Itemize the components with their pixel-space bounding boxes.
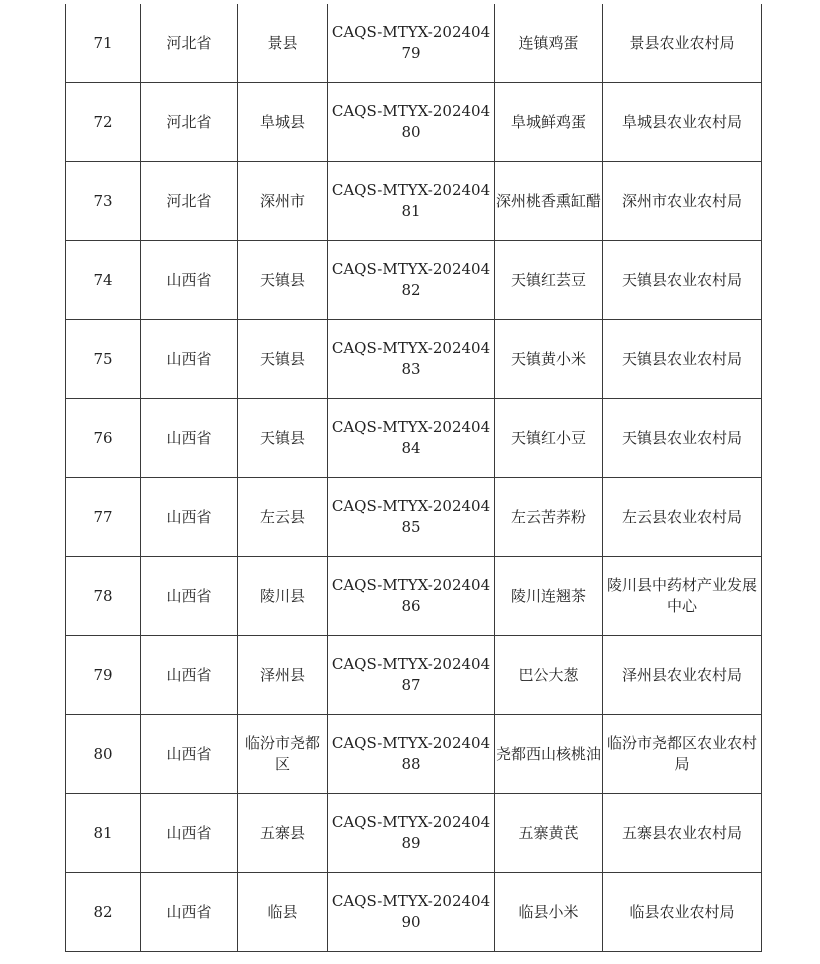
- product-name-cell: 天镇红小豆: [495, 399, 603, 478]
- certificate-code-cell: CAQS-MTYX-20240485: [328, 478, 495, 557]
- province-cell: 山西省: [141, 399, 238, 478]
- product-name-cell: 陵川连翘茶: [495, 557, 603, 636]
- province-cell: 山西省: [141, 636, 238, 715]
- certificate-code-cell: CAQS-MTYX-20240483: [328, 320, 495, 399]
- certificate-code-cell: CAQS-MTYX-20240484: [328, 399, 495, 478]
- certificate-code-cell: CAQS-MTYX-20240482: [328, 241, 495, 320]
- certificate-code-cell: CAQS-MTYX-20240480: [328, 83, 495, 162]
- product-name-cell: 五寨黄芪: [495, 794, 603, 873]
- product-name-cell: 天镇黄小米: [495, 320, 603, 399]
- table-row: [66, 715, 762, 794]
- province-cell: 河北省: [141, 4, 238, 83]
- product-name-cell: 尧都西山核桃油: [495, 715, 603, 794]
- province-cell: 河北省: [141, 83, 238, 162]
- table-row: [66, 83, 762, 162]
- row-number-cell: 71: [66, 4, 141, 83]
- product-name-cell: 巴公大葱: [495, 636, 603, 715]
- certificate-code-cell: CAQS-MTYX-20240487: [328, 636, 495, 715]
- row-number-cell: 75: [66, 320, 141, 399]
- certificate-code-cell: CAQS-MTYX-20240479: [328, 4, 495, 83]
- agency-cell: 陵川县中药材产业发展中心: [603, 557, 762, 636]
- table-row: [66, 241, 762, 320]
- agency-cell: 天镇县农业农村局: [603, 241, 762, 320]
- province-cell: 山西省: [141, 478, 238, 557]
- table-row: [66, 636, 762, 715]
- county-cell: 阜城县: [238, 83, 328, 162]
- county-cell: 临汾市尧都区: [238, 715, 328, 794]
- agency-cell: 泽州县农业农村局: [603, 636, 762, 715]
- table-row: [66, 320, 762, 399]
- certificate-code-cell: CAQS-MTYX-20240490: [328, 873, 495, 952]
- county-cell: 天镇县: [238, 399, 328, 478]
- product-name-cell: 阜城鲜鸡蛋: [495, 83, 603, 162]
- table-row: [66, 557, 762, 636]
- province-cell: 河北省: [141, 162, 238, 241]
- province-cell: 山西省: [141, 557, 238, 636]
- agency-cell: 临汾市尧都区农业农村局: [603, 715, 762, 794]
- row-number-cell: 73: [66, 162, 141, 241]
- county-cell: 天镇县: [238, 241, 328, 320]
- row-number-cell: 76: [66, 399, 141, 478]
- table-row: [66, 794, 762, 873]
- table-row: [66, 4, 762, 83]
- province-cell: 山西省: [141, 241, 238, 320]
- county-cell: 五寨县: [238, 794, 328, 873]
- product-name-cell: 深州桃香熏缸醋: [495, 162, 603, 241]
- row-number-cell: 74: [66, 241, 141, 320]
- county-cell: 陵川县: [238, 557, 328, 636]
- row-number-cell: 80: [66, 715, 141, 794]
- table-row: [66, 478, 762, 557]
- product-name-cell: 连镇鸡蛋: [495, 4, 603, 83]
- row-number-cell: 72: [66, 83, 141, 162]
- agency-cell: 左云县农业农村局: [603, 478, 762, 557]
- table-row: [66, 162, 762, 241]
- county-cell: 景县: [238, 4, 328, 83]
- row-number-cell: 78: [66, 557, 141, 636]
- row-number-cell: 81: [66, 794, 141, 873]
- agency-cell: 临县农业农村局: [603, 873, 762, 952]
- table-body: [66, 4, 762, 952]
- certificate-code-cell: CAQS-MTYX-20240481: [328, 162, 495, 241]
- table-row: [66, 873, 762, 952]
- agency-cell: 深州市农业农村局: [603, 162, 762, 241]
- agency-cell: 景县农业农村局: [603, 4, 762, 83]
- county-cell: 左云县: [238, 478, 328, 557]
- agency-cell: 五寨县农业农村局: [603, 794, 762, 873]
- agency-cell: 阜城县农业农村局: [603, 83, 762, 162]
- row-number-cell: 77: [66, 478, 141, 557]
- agency-cell: 天镇县农业农村局: [603, 399, 762, 478]
- certificate-code-cell: CAQS-MTYX-20240486: [328, 557, 495, 636]
- product-name-cell: 左云苦荞粉: [495, 478, 603, 557]
- county-cell: 泽州县: [238, 636, 328, 715]
- province-cell: 山西省: [141, 715, 238, 794]
- province-cell: 山西省: [141, 873, 238, 952]
- product-registry-table: [65, 4, 762, 952]
- certificate-code-cell: CAQS-MTYX-20240488: [328, 715, 495, 794]
- county-cell: 深州市: [238, 162, 328, 241]
- county-cell: 临县: [238, 873, 328, 952]
- product-name-cell: 临县小米: [495, 873, 603, 952]
- row-number-cell: 79: [66, 636, 141, 715]
- province-cell: 山西省: [141, 320, 238, 399]
- row-number-cell: 82: [66, 873, 141, 952]
- agency-cell: 天镇县农业农村局: [603, 320, 762, 399]
- certificate-code-cell: CAQS-MTYX-20240489: [328, 794, 495, 873]
- province-cell: 山西省: [141, 794, 238, 873]
- county-cell: 天镇县: [238, 320, 328, 399]
- product-name-cell: 天镇红芸豆: [495, 241, 603, 320]
- table-row: [66, 399, 762, 478]
